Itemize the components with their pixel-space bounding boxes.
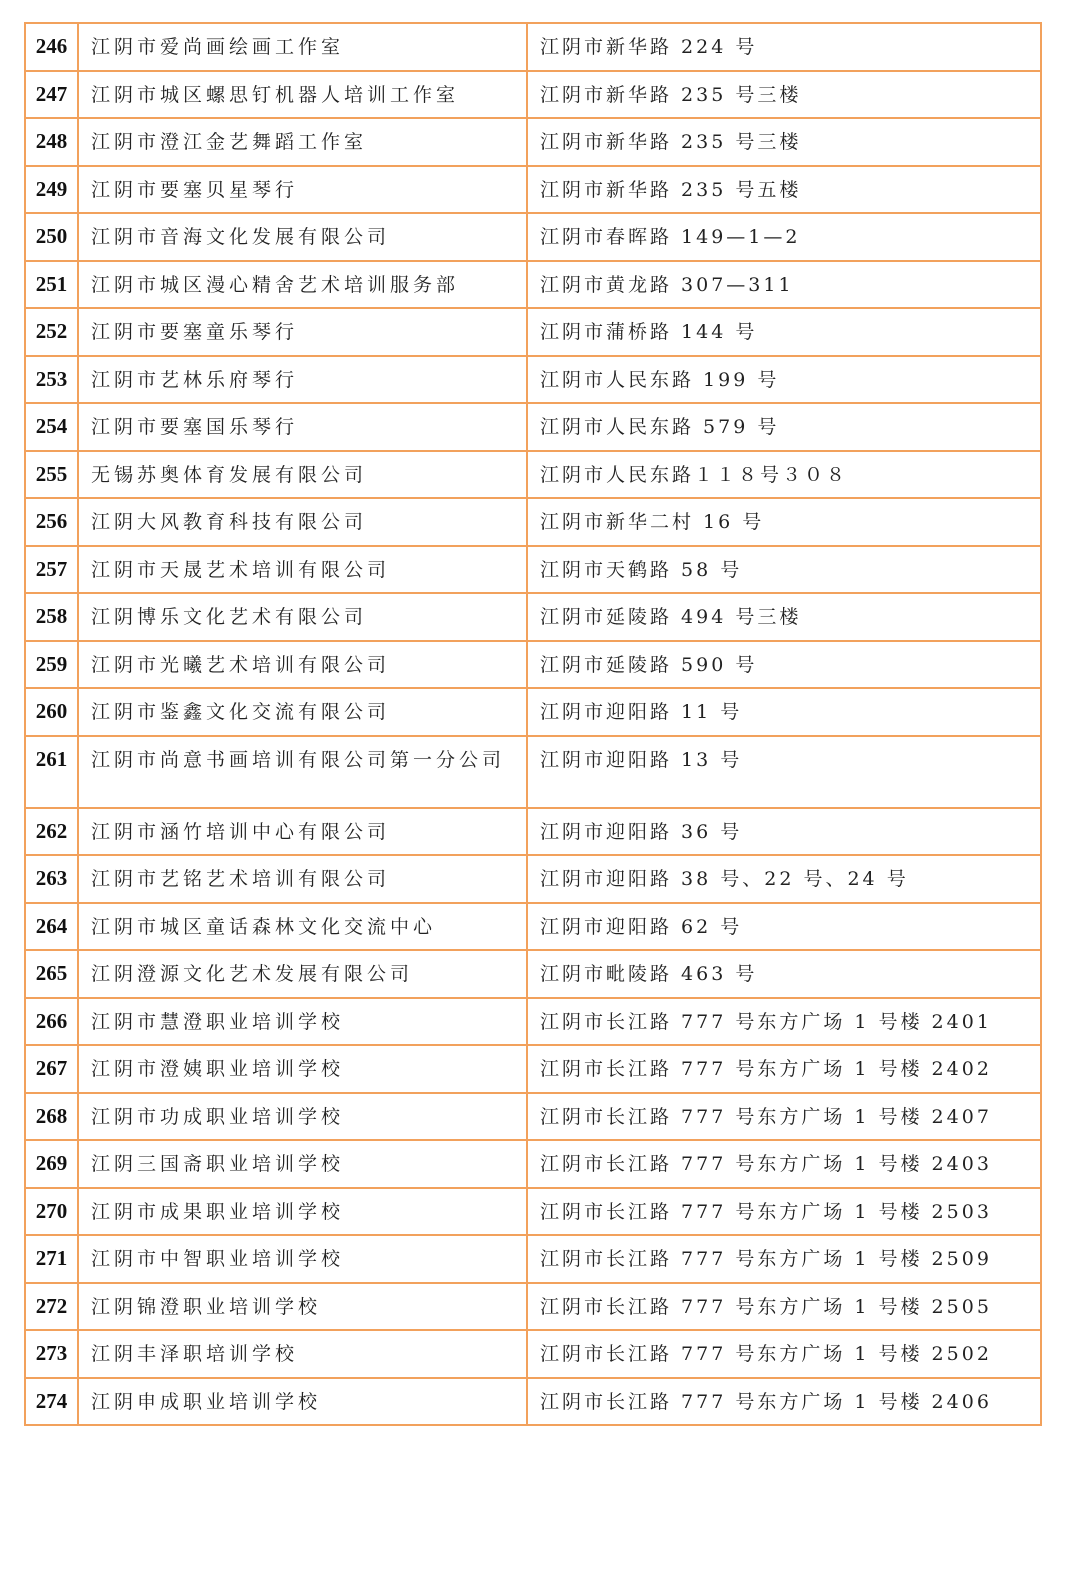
organization-name: 江阴市城区漫心精舍艺术培训服务部 bbox=[78, 261, 527, 309]
table-row bbox=[25, 998, 1041, 1046]
row-number: 265 bbox=[25, 950, 78, 998]
row-number: 246 bbox=[25, 23, 78, 71]
row-number: 274 bbox=[25, 1378, 78, 1426]
organization-name: 江阴市城区童话森林文化交流中心 bbox=[78, 903, 527, 951]
organization-address: 江阴市迎阳路 62 号 bbox=[527, 903, 1041, 951]
table-row bbox=[25, 166, 1041, 214]
organization-name: 江阴市天晟艺术培训有限公司 bbox=[78, 546, 527, 594]
organization-address: 江阴市新华路 235 号三楼 bbox=[527, 118, 1041, 166]
organization-name: 江阴市澄江金艺舞蹈工作室 bbox=[78, 118, 527, 166]
organization-address: 江阴市春晖路 149—1—2 bbox=[527, 213, 1041, 261]
row-number: 256 bbox=[25, 498, 78, 546]
organization-address: 江阴市长江路 777 号东方广场 1 号楼 2406 bbox=[527, 1378, 1041, 1426]
table-row bbox=[25, 261, 1041, 309]
row-number: 272 bbox=[25, 1283, 78, 1331]
table-row bbox=[25, 356, 1041, 404]
table-row bbox=[25, 1045, 1041, 1093]
table-row bbox=[25, 950, 1041, 998]
organization-name: 江阴澄源文化艺术发展有限公司 bbox=[78, 950, 527, 998]
row-number: 270 bbox=[25, 1188, 78, 1236]
organization-name: 江阴大风教育科技有限公司 bbox=[78, 498, 527, 546]
table-row bbox=[25, 1188, 1041, 1236]
row-number: 268 bbox=[25, 1093, 78, 1141]
table-row bbox=[25, 403, 1041, 451]
row-number: 273 bbox=[25, 1330, 78, 1378]
organization-name: 江阴市艺林乐府琴行 bbox=[78, 356, 527, 404]
row-number: 263 bbox=[25, 855, 78, 903]
organization-address: 江阴市长江路 777 号东方广场 1 号楼 2503 bbox=[527, 1188, 1041, 1236]
organization-address: 江阴市新华路 235 号三楼 bbox=[527, 71, 1041, 119]
organization-name: 江阴博乐文化艺术有限公司 bbox=[78, 593, 527, 641]
organization-name: 江阴市艺铭艺术培训有限公司 bbox=[78, 855, 527, 903]
organization-address: 江阴市天鹤路 58 号 bbox=[527, 546, 1041, 594]
row-number: 250 bbox=[25, 213, 78, 261]
row-number: 262 bbox=[25, 808, 78, 856]
table-row bbox=[25, 688, 1041, 736]
table-row bbox=[25, 546, 1041, 594]
row-number: 257 bbox=[25, 546, 78, 594]
organization-name: 江阴市要塞童乐琴行 bbox=[78, 308, 527, 356]
organization-address: 江阴市延陵路 494 号三楼 bbox=[527, 593, 1041, 641]
table-row bbox=[25, 593, 1041, 641]
organization-name: 江阴市功成职业培训学校 bbox=[78, 1093, 527, 1141]
table-row bbox=[25, 1283, 1041, 1331]
organization-name: 江阴市要塞贝星琴行 bbox=[78, 166, 527, 214]
table-row bbox=[25, 118, 1041, 166]
table-row bbox=[25, 498, 1041, 546]
table-row bbox=[25, 903, 1041, 951]
table-row bbox=[25, 451, 1041, 499]
organization-address: 江阴市人民东路１１８号３０８ bbox=[527, 451, 1041, 499]
row-number: 251 bbox=[25, 261, 78, 309]
row-number: 254 bbox=[25, 403, 78, 451]
row-number: 247 bbox=[25, 71, 78, 119]
organization-address: 江阴市迎阳路 38 号、22 号、24 号 bbox=[527, 855, 1041, 903]
organization-address: 江阴市长江路 777 号东方广场 1 号楼 2502 bbox=[527, 1330, 1041, 1378]
organization-name: 江阴市尚意书画培训有限公司第一分公司 bbox=[78, 736, 527, 808]
table-row bbox=[25, 1140, 1041, 1188]
organization-address: 江阴市长江路 777 号东方广场 1 号楼 2407 bbox=[527, 1093, 1041, 1141]
organization-address: 江阴市人民东路 579 号 bbox=[527, 403, 1041, 451]
organization-address: 江阴市迎阳路 36 号 bbox=[527, 808, 1041, 856]
row-number: 259 bbox=[25, 641, 78, 689]
organization-name: 江阴三国斋职业培训学校 bbox=[78, 1140, 527, 1188]
organization-name: 江阴市城区螺思钉机器人培训工作室 bbox=[78, 71, 527, 119]
organization-name: 江阴市澄姨职业培训学校 bbox=[78, 1045, 527, 1093]
row-number: 267 bbox=[25, 1045, 78, 1093]
table-row bbox=[25, 808, 1041, 856]
row-number: 260 bbox=[25, 688, 78, 736]
organization-address: 江阴市长江路 777 号东方广场 1 号楼 2402 bbox=[527, 1045, 1041, 1093]
organization-name: 江阴申成职业培训学校 bbox=[78, 1378, 527, 1426]
organization-address: 江阴市迎阳路 11 号 bbox=[527, 688, 1041, 736]
organization-address: 江阴市黄龙路 307—311 bbox=[527, 261, 1041, 309]
table-row bbox=[25, 308, 1041, 356]
table-row bbox=[25, 855, 1041, 903]
table-row bbox=[25, 1235, 1041, 1283]
table-row bbox=[25, 1093, 1041, 1141]
organization-name: 江阴市光曦艺术培训有限公司 bbox=[78, 641, 527, 689]
table-row bbox=[25, 736, 1041, 808]
organization-address: 江阴市长江路 777 号东方广场 1 号楼 2509 bbox=[527, 1235, 1041, 1283]
table-row bbox=[25, 213, 1041, 261]
row-number: 248 bbox=[25, 118, 78, 166]
organization-table bbox=[24, 22, 1042, 1426]
organization-address: 江阴市迎阳路 13 号 bbox=[527, 736, 1041, 808]
row-number: 249 bbox=[25, 166, 78, 214]
table-row bbox=[25, 23, 1041, 71]
organization-name: 江阴锦澄职业培训学校 bbox=[78, 1283, 527, 1331]
organization-address: 江阴市延陵路 590 号 bbox=[527, 641, 1041, 689]
row-number: 264 bbox=[25, 903, 78, 951]
row-number: 253 bbox=[25, 356, 78, 404]
row-number: 252 bbox=[25, 308, 78, 356]
organization-name: 江阴市音海文化发展有限公司 bbox=[78, 213, 527, 261]
organization-address: 江阴市长江路 777 号东方广场 1 号楼 2403 bbox=[527, 1140, 1041, 1188]
organization-address: 江阴市新华二村 16 号 bbox=[527, 498, 1041, 546]
organization-address: 江阴市毗陵路 463 号 bbox=[527, 950, 1041, 998]
organization-name: 江阴市鉴鑫文化交流有限公司 bbox=[78, 688, 527, 736]
organization-address: 江阴市人民东路 199 号 bbox=[527, 356, 1041, 404]
table-row bbox=[25, 1330, 1041, 1378]
row-number: 261 bbox=[25, 736, 78, 808]
row-number: 255 bbox=[25, 451, 78, 499]
table-row bbox=[25, 71, 1041, 119]
organization-address: 江阴市蒲桥路 144 号 bbox=[527, 308, 1041, 356]
row-number: 269 bbox=[25, 1140, 78, 1188]
organization-name: 江阴市中智职业培训学校 bbox=[78, 1235, 527, 1283]
organization-name: 江阴市涵竹培训中心有限公司 bbox=[78, 808, 527, 856]
row-number: 271 bbox=[25, 1235, 78, 1283]
row-number: 266 bbox=[25, 998, 78, 1046]
table-body bbox=[25, 23, 1041, 1425]
table-row bbox=[25, 641, 1041, 689]
row-number: 258 bbox=[25, 593, 78, 641]
organization-name: 江阴市成果职业培训学校 bbox=[78, 1188, 527, 1236]
organization-address: 江阴市新华路 235 号五楼 bbox=[527, 166, 1041, 214]
organization-name: 江阴市爱尚画绘画工作室 bbox=[78, 23, 527, 71]
organization-name: 无锡苏奥体育发展有限公司 bbox=[78, 451, 527, 499]
organization-name: 江阴丰泽职培训学校 bbox=[78, 1330, 527, 1378]
organization-address: 江阴市长江路 777 号东方广场 1 号楼 2505 bbox=[527, 1283, 1041, 1331]
organization-address: 江阴市新华路 224 号 bbox=[527, 23, 1041, 71]
table-row bbox=[25, 1378, 1041, 1426]
organization-name: 江阴市要塞国乐琴行 bbox=[78, 403, 527, 451]
organization-name: 江阴市慧澄职业培训学校 bbox=[78, 998, 527, 1046]
organization-address: 江阴市长江路 777 号东方广场 1 号楼 2401 bbox=[527, 998, 1041, 1046]
